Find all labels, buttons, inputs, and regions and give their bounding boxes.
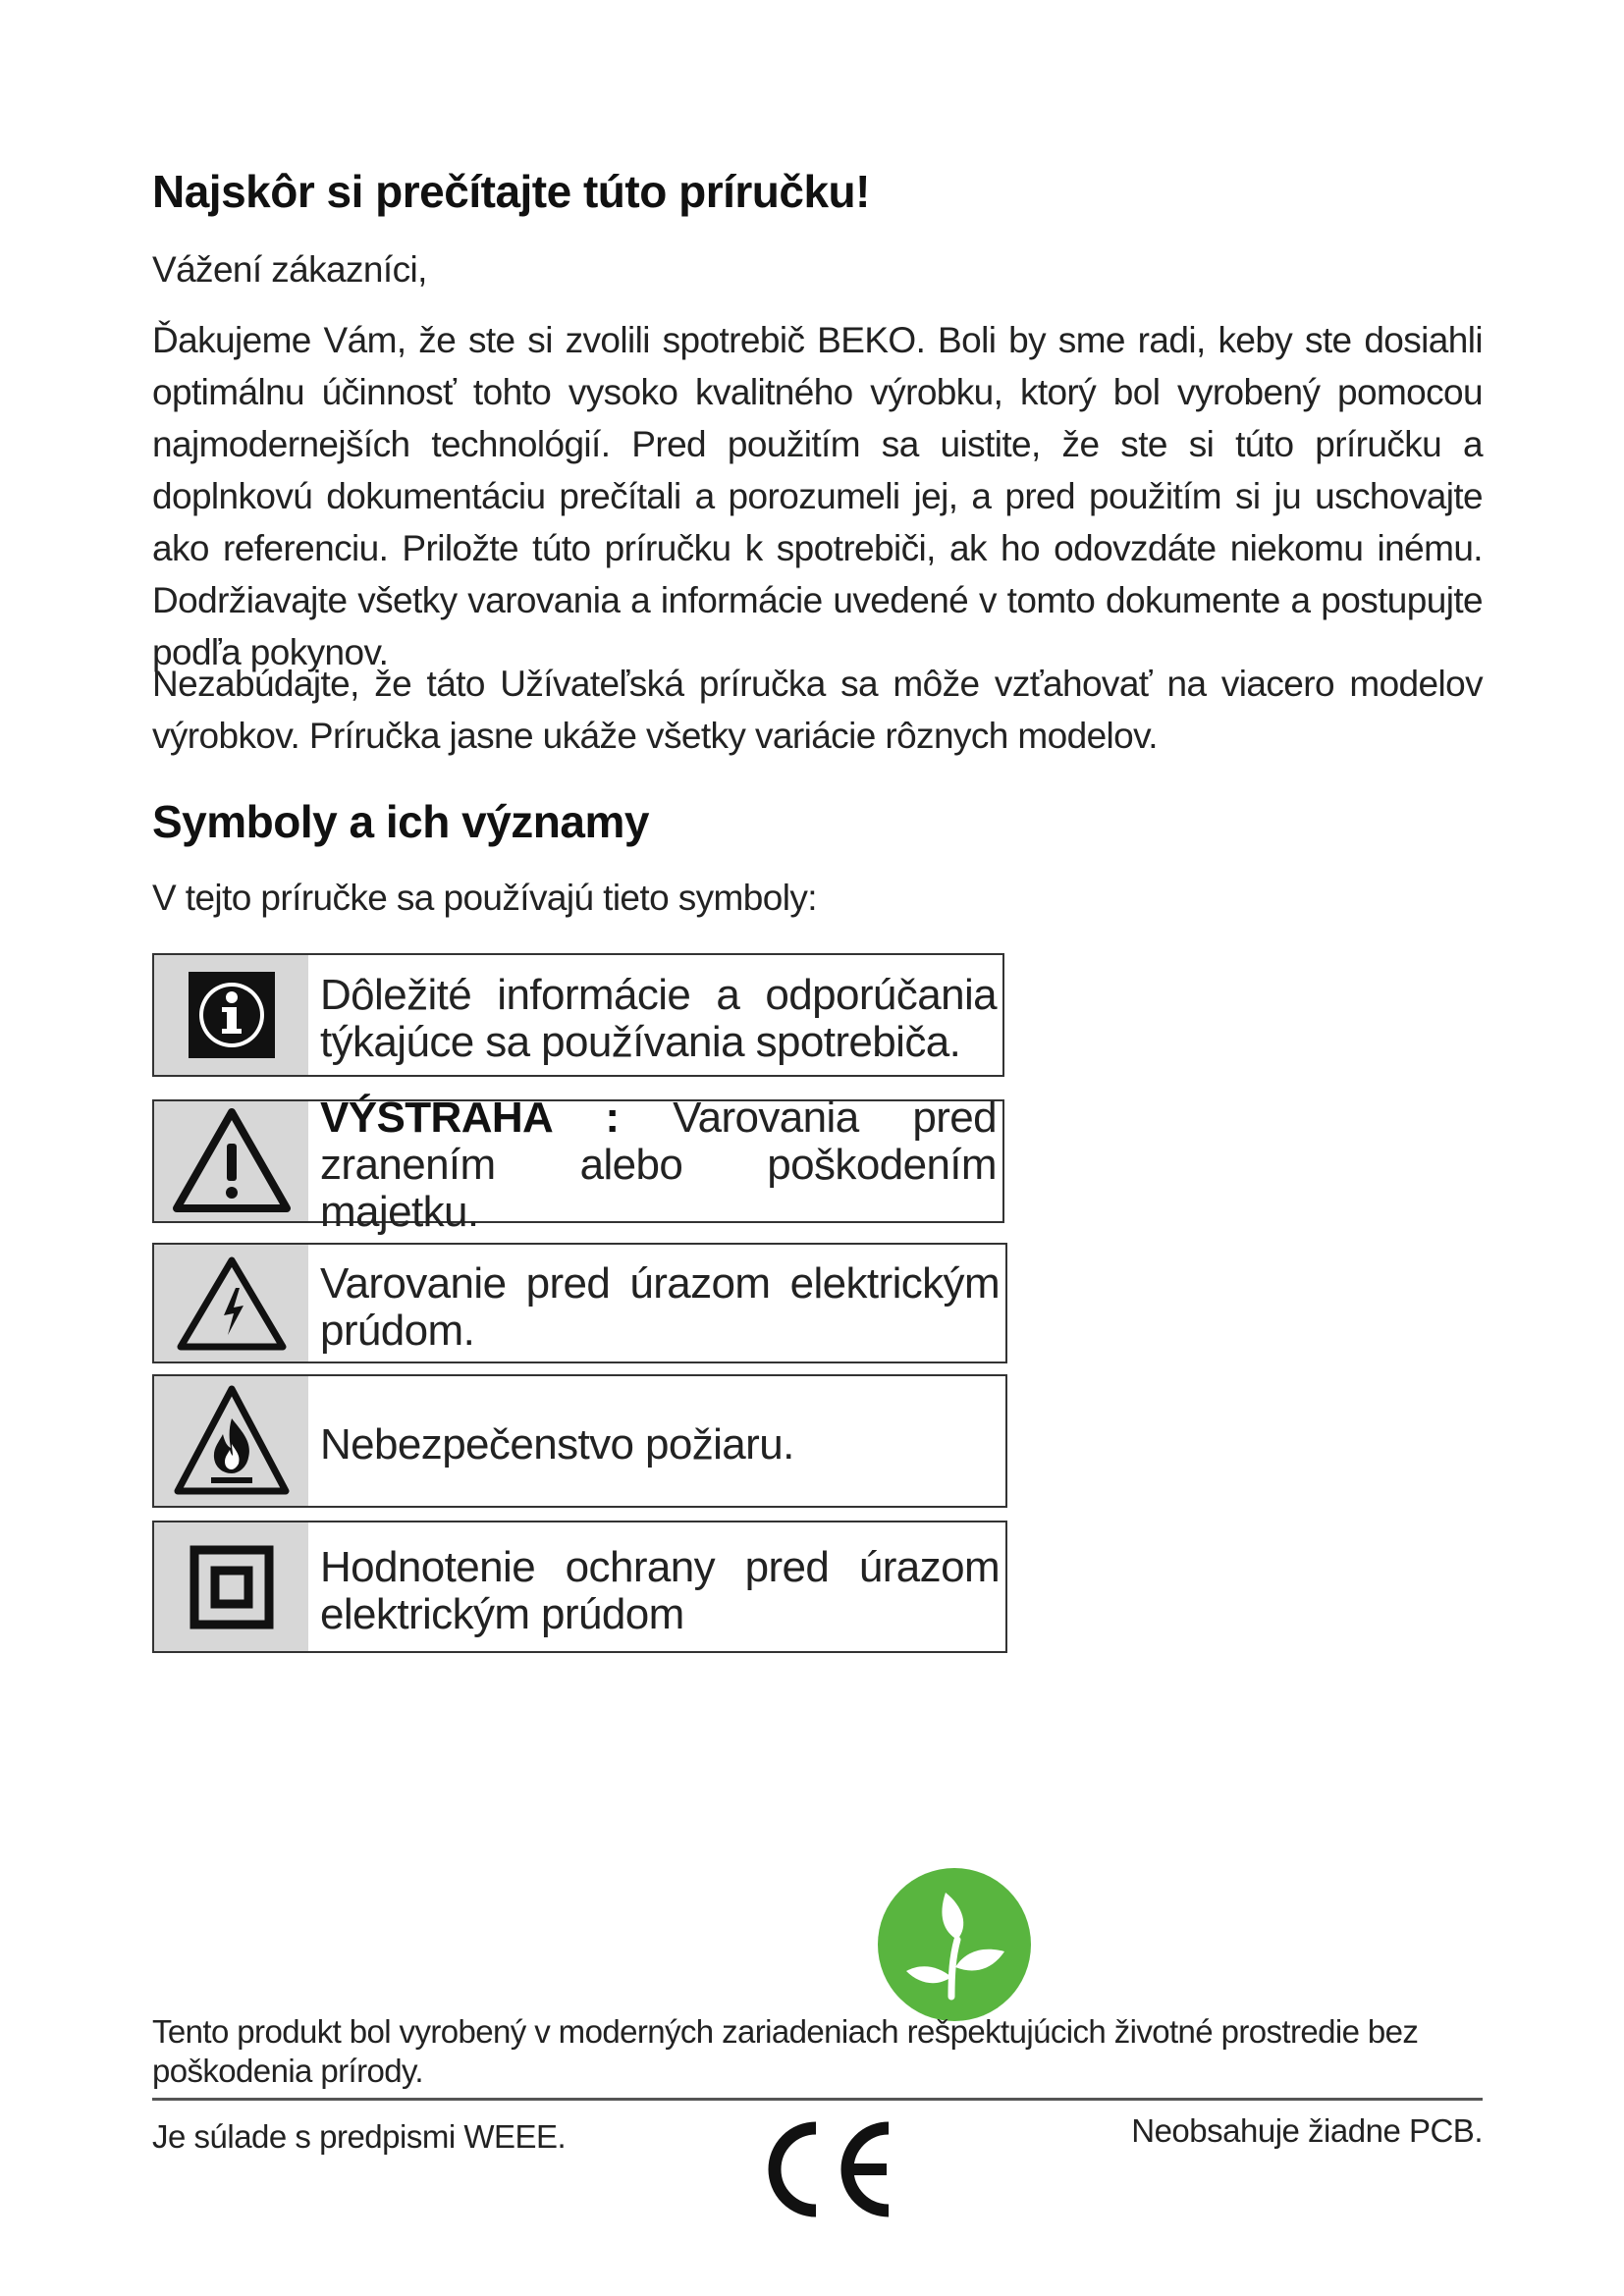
- symbol-text-info: Dôležité informácie a odporúčania týkajúce sa používania spotrebiča.: [320, 971, 997, 1066]
- symbol-row-info: [152, 953, 1004, 1077]
- footer-divider: [152, 2098, 1483, 2101]
- weee-compliance: Je súlade s predpismi WEEE.: [152, 2118, 567, 2155]
- ce-mark-icon: [753, 2118, 900, 2225]
- intro-paragraph: Ďakujeme Vám, že ste si zvolili spotrebič BEKO. Boli by sme radi, keby ste dosiahli optimálnu účinnosť tohto vysoko kvalitného výrobku, ktorý bol vyrobený pomocou najmodernejších technológií. Pred použitím sa uistite, že ste si túto príručku a doplnkovú dokumentáciu prečítali a porozumeli jej, a pred použitím si ju uschovajte ako referenciu. Priložte túto príručku k spotrebiči, ak ho odovzdáte niekomu inému. Dodržiavajte všetky varovania a informácie uvedené v tomto dokumente a postupujte podľa pokynov.: [152, 320, 1483, 672]
- note-paragraph: Nezabúdajte, že táto Užívateľská príručka sa môže vzťahovať na viacero modelov výrobkov. Príručka jasne ukáže všetky variácie rôznych modelov.: [152, 664, 1483, 756]
- symbol-text-warning: Varovania pred zranením alebo poškodením majetku.: [320, 1094, 997, 1236]
- double-insulation-icon: [154, 1522, 308, 1651]
- warning-icon: [154, 1101, 308, 1221]
- symbol-row-electric: [152, 1243, 1007, 1363]
- symbol-row-fire: [152, 1374, 1007, 1508]
- symbol-text-insulation: Hodnotenie ochrany pred úrazom elektrickým prúdom: [320, 1542, 1000, 1638]
- electric-shock-icon: [154, 1245, 308, 1362]
- symbol-text-fire: Nebezpečenstvo požiaru.: [320, 1420, 794, 1468]
- page-title: Najskôr si prečítajte túto príručku!: [152, 166, 870, 217]
- greeting: Vážení zákazníci,: [152, 249, 427, 290]
- symbol-text-electric: Varovanie pred úrazom elektrickým prúdom.: [320, 1258, 1000, 1355]
- warning-label: VÝSTRAHA :: [320, 1094, 620, 1142]
- pcb-statement: Neobsahuje žiadne PCB.: [1131, 2112, 1483, 2149]
- info-icon: [154, 955, 308, 1075]
- symbols-lead: V tejto príručke sa používajú tieto symboly:: [152, 878, 817, 918]
- eco-statement: Tento produkt bol vyrobený v moderných zariadeniach rešpektujúcich životné prostredie bez poškodenia prírody.: [152, 2013, 1419, 2089]
- symbol-row-warning: [152, 1094, 1004, 1236]
- fire-hazard-icon: [154, 1376, 308, 1506]
- symbol-row-insulation: [152, 1521, 1007, 1653]
- symbols-heading: Symboly a ich významy: [152, 796, 649, 847]
- eco-leaf-icon: [877, 1867, 1032, 2027]
